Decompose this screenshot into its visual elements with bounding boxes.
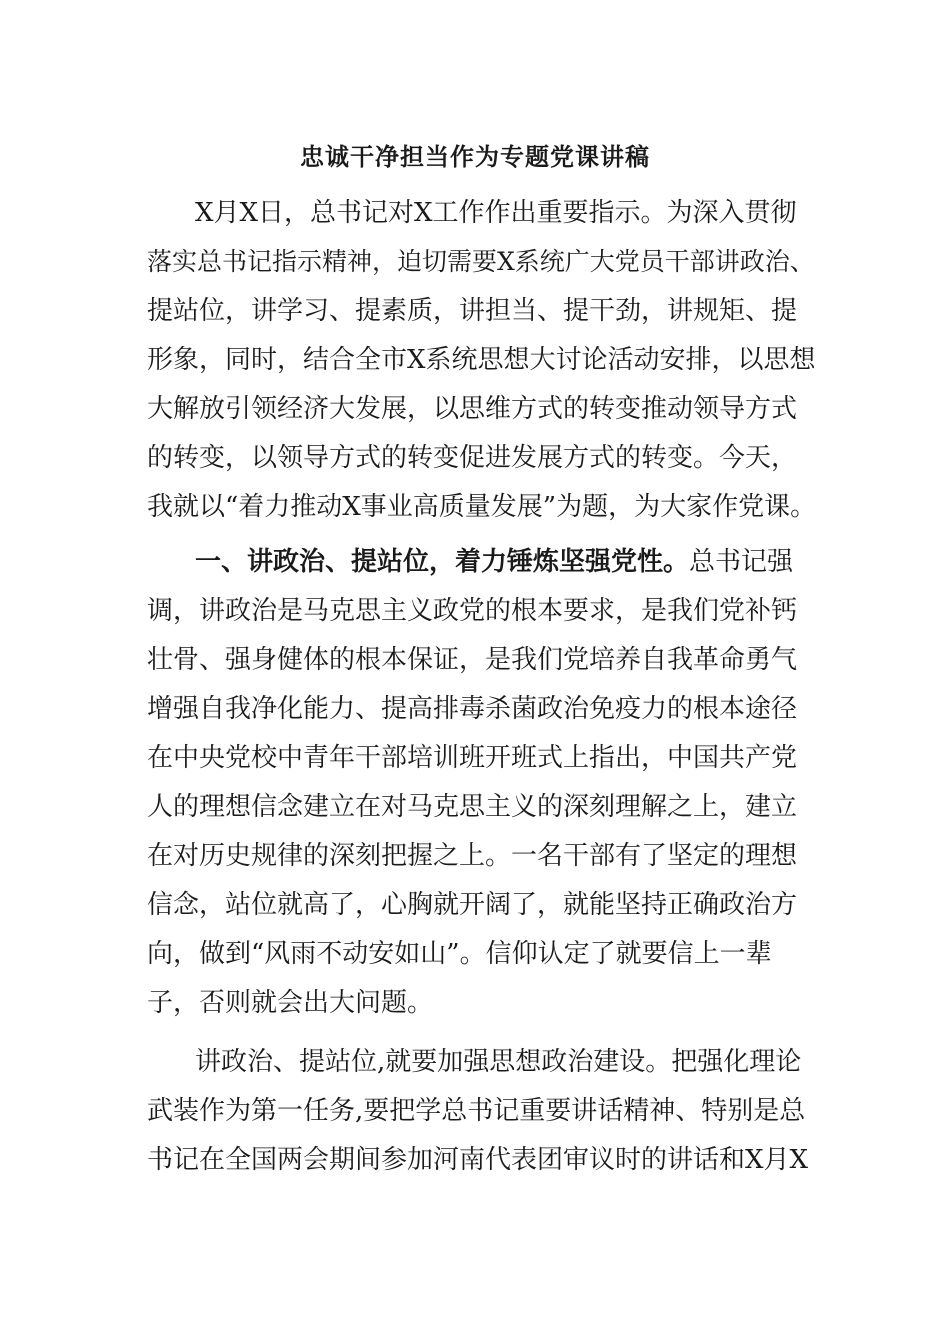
paragraph-1-line-5: 大解放引领经济大发展，以思维方式的转变推动领导方式 xyxy=(147,394,798,424)
paragraph-3-line-3: 书记在全国两会期间参加河南代表团审议时的讲话和X月X xyxy=(147,1145,809,1175)
paragraph-2-line-9: 向，做到“风雨不动安如山”。信仰认定了就要信上一辈 xyxy=(147,939,772,969)
paragraph-1-line-1: X月X日，总书记对X工作作出重要指示。为深入贯彻 xyxy=(195,198,797,228)
paragraph-2-line-1 xyxy=(195,542,793,582)
paragraph-3-line-1: 讲政治、提站位,就要加强思想政治建设。把强化理论 xyxy=(195,1047,802,1077)
paragraph-2-line-8: 信念，站位就高了，心胸就开阔了，就能坚持正确政治方 xyxy=(147,890,798,920)
paragraph-2-line-4: 增强自我净化能力、提高排毒杀菌政治免疫力的根本途径 xyxy=(147,694,798,724)
paragraph-1-line-4: 形象，同时，结合全市X系统思想大讨论活动安排，以思想 xyxy=(147,345,816,375)
paragraph-1-line-3: 提站位，讲学习、提素质，讲担当、提干劲，讲规矩、提 xyxy=(147,296,798,326)
paragraph-2-line-5: 在中央党校中青年干部培训班开班式上指出，中国共产党 xyxy=(147,743,798,773)
paragraph-1-line-2: 落实总书记指示精神，迫切需要X系统广大党员干部讲政治、 xyxy=(147,247,815,276)
paragraph-1-line-7: 我就以“着力推动X事业高质量发展”为题，为大家作党课。 xyxy=(147,492,817,522)
paragraph-2-line-10: 子，否则就会出大问题。 xyxy=(147,988,434,1018)
document-title: 忠诚干净担当作为专题党课讲稿 xyxy=(300,142,650,171)
paragraph-2-line-3: 壮骨、强身健体的根本保证，是我们党培养自我革命勇气 xyxy=(147,645,798,675)
paragraph-1-line-6: 的转变，以领导方式的转变促进发展方式的转变。今天， xyxy=(147,443,798,473)
paragraph-3-line-2: 武装作为第一任务,要把学总书记重要讲话精神、特别是总 xyxy=(147,1096,806,1126)
paragraph-2-line-2: 调，讲政治是马克思主义政党的根本要求，是我们党补钙 xyxy=(147,596,798,626)
section-heading: 一、讲政治、提站位，着力锤炼坚强党性。 xyxy=(195,547,690,577)
paragraph-2-line-7: 在对历史规律的深刻把握之上。一名干部有了坚定的理想 xyxy=(147,841,798,871)
paragraph-2-line-1-rest: 总书记强 xyxy=(689,547,794,577)
paragraph-2-line-6: 人的理想信念建立在对马克思主义的深刻理解之上，建立 xyxy=(147,792,798,822)
